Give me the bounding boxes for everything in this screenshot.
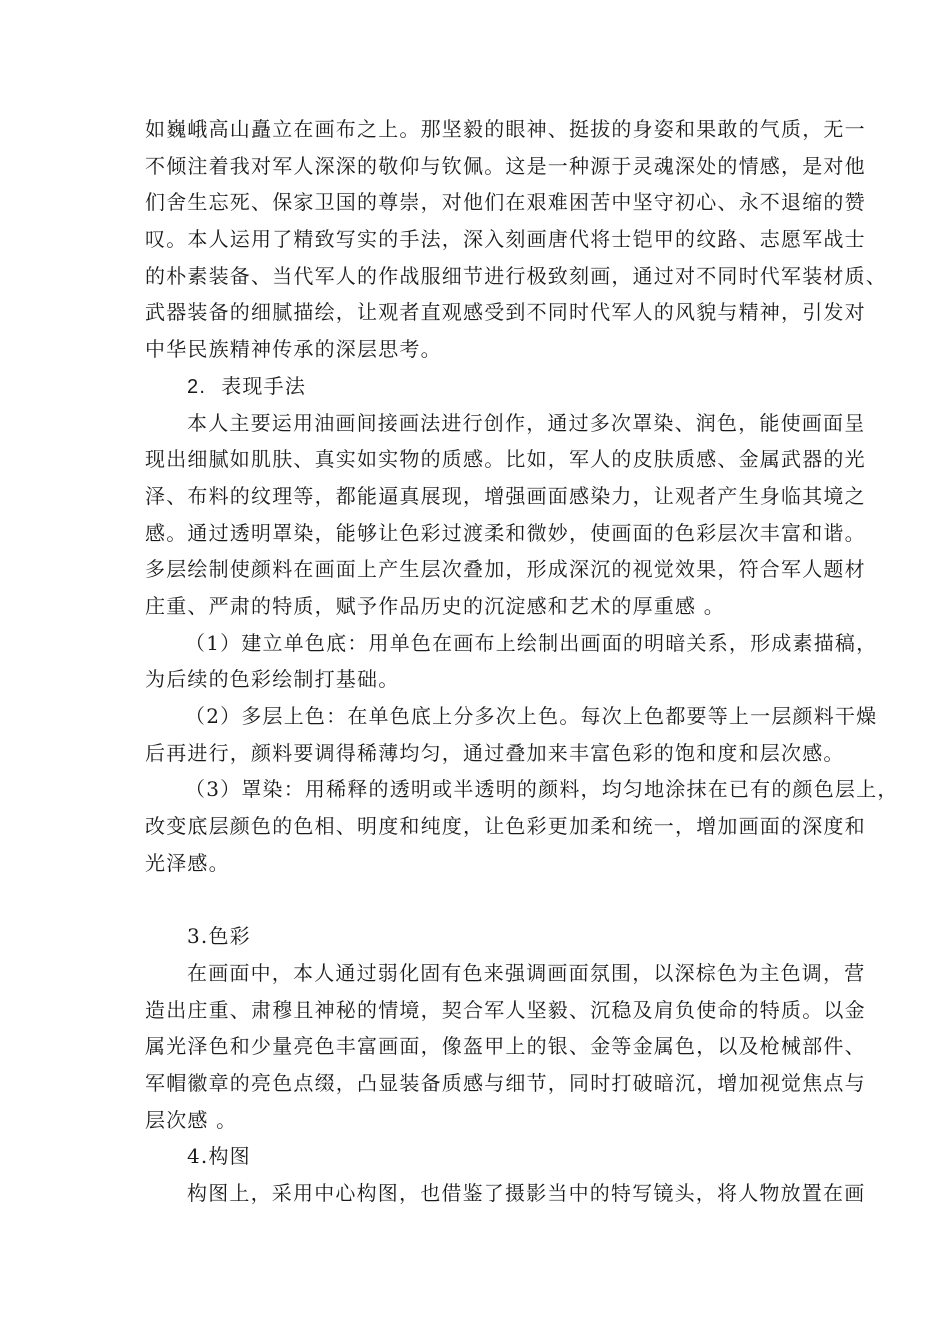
text-line: 属光泽色和少量亮色丰富画面，像盔甲上的银、金等金属色，以及枪械部件、 xyxy=(145,1034,866,1059)
heading-text: 表现手法 xyxy=(221,373,307,398)
text-line: 现出细腻如肌肤、真实如实物的质感。比如，军人的皮肤质感、金属武器的光 xyxy=(145,447,866,472)
step-1 xyxy=(145,625,878,698)
text-line: 为后续的色彩绘制打基础。 xyxy=(145,667,400,692)
section-heading-composition: 4.构图 xyxy=(187,1144,251,1169)
section-heading-color: 3.色彩 xyxy=(187,924,251,949)
text-line: 庄重、严肃的特质，赋予作品历史的沉淀感和艺术的厚重感 。 xyxy=(145,593,725,618)
section-heading-techniques xyxy=(145,368,807,405)
intro-paragraph xyxy=(145,111,887,368)
text-line: 叹。本人运用了精致写实的手法，深入刻画唐代将士铠甲的纹路、志愿军战士 xyxy=(145,227,866,252)
text-line: 造出庄重、肃穆且神秘的情境，契合军人坚毅、沉稳及肩负使命的特质。以金 xyxy=(145,997,866,1022)
text-line: （1）建立单色底：用单色在画布上绘制出画面的明暗关系，形成素描稿， xyxy=(185,630,878,655)
text-line: （2）多层上色：在单色底上分多次上色。每次上色都要等上一层颜料干燥 xyxy=(185,704,878,728)
blank-line xyxy=(145,881,807,918)
step-3 xyxy=(145,771,899,881)
techniques-paragraph xyxy=(145,405,866,625)
text-line: 后再进行，颜料要调得稀薄均匀，通过叠加来丰富色彩的饱和度和层次感。 xyxy=(145,740,845,765)
text-line: 感。通过透明罩染，能够让色彩过渡柔和微妙，使画面的色彩层次丰富和谐。 xyxy=(145,520,866,545)
text-line: 的朴素装备、当代军人的作战服细节进行极致刻画，通过对不同时代军装材质、 xyxy=(145,263,887,288)
text-line: 构图上，采用中心构图，也借鉴了摄影当中的特写镜头，将人物放置在画 xyxy=(187,1180,866,1205)
section-composition xyxy=(145,1138,866,1211)
section-color xyxy=(145,918,866,1138)
text-line: 武器装备的细腻描绘，让观者直观感受到不同时代军人的风貌与精神，引发对 xyxy=(145,300,866,325)
text-line: 改变底层颜色的色相、明度和纯度，让色彩更加柔和统一，增加画面的深度和 xyxy=(145,814,866,839)
document-page xyxy=(145,111,899,1212)
text-line: 层次感 。 xyxy=(145,1107,238,1132)
text-line: 不倾注着我对军人深深的敬仰与钦佩。这是一种源于灵魂深处的情感，是对他 xyxy=(145,153,866,178)
text-line: 泽、布料的纹理等，都能逼真展现，增强画面感染力，让观者产生身临其境之 xyxy=(145,483,866,508)
step-2 xyxy=(145,698,878,771)
section-techniques xyxy=(145,368,899,882)
text-line: 在画面中，本人通过弱化固有色来强调画面氛围，以深棕色为主色调，营 xyxy=(187,960,866,985)
text-line: 军帽徽章的亮色点缀，凸显装备质感与细节，同时打破暗沉，增加视觉焦点与 xyxy=(145,1070,866,1095)
text-line: 本人主要运用油画间接画法进行创作，通过多次罩染、润色，能使画面呈 xyxy=(187,410,866,435)
text-line: 光泽感。 xyxy=(145,850,230,875)
text-line: （3）罩染：用稀释的透明或半透明的颜料，均匀地涂抹在已有的颜色层上， xyxy=(185,777,899,802)
text-line: 如巍峨高山矗立在画布之上。那坚毅的眼神、挺拔的身姿和果敢的气质，无一 xyxy=(145,117,866,141)
heading-number: 2. xyxy=(187,375,207,398)
text-line: 多层绘制使颜料在画面上产生层次叠加，形成深沉的视觉效果，符合军人题材 xyxy=(145,557,866,582)
text-line: 中华民族精神传承的深层思考。 xyxy=(145,337,442,362)
text-line: 们舍生忘死、保家卫国的尊崇，对他们在艰难困苦中坚守初心、永不退缩的赞 xyxy=(145,190,866,215)
